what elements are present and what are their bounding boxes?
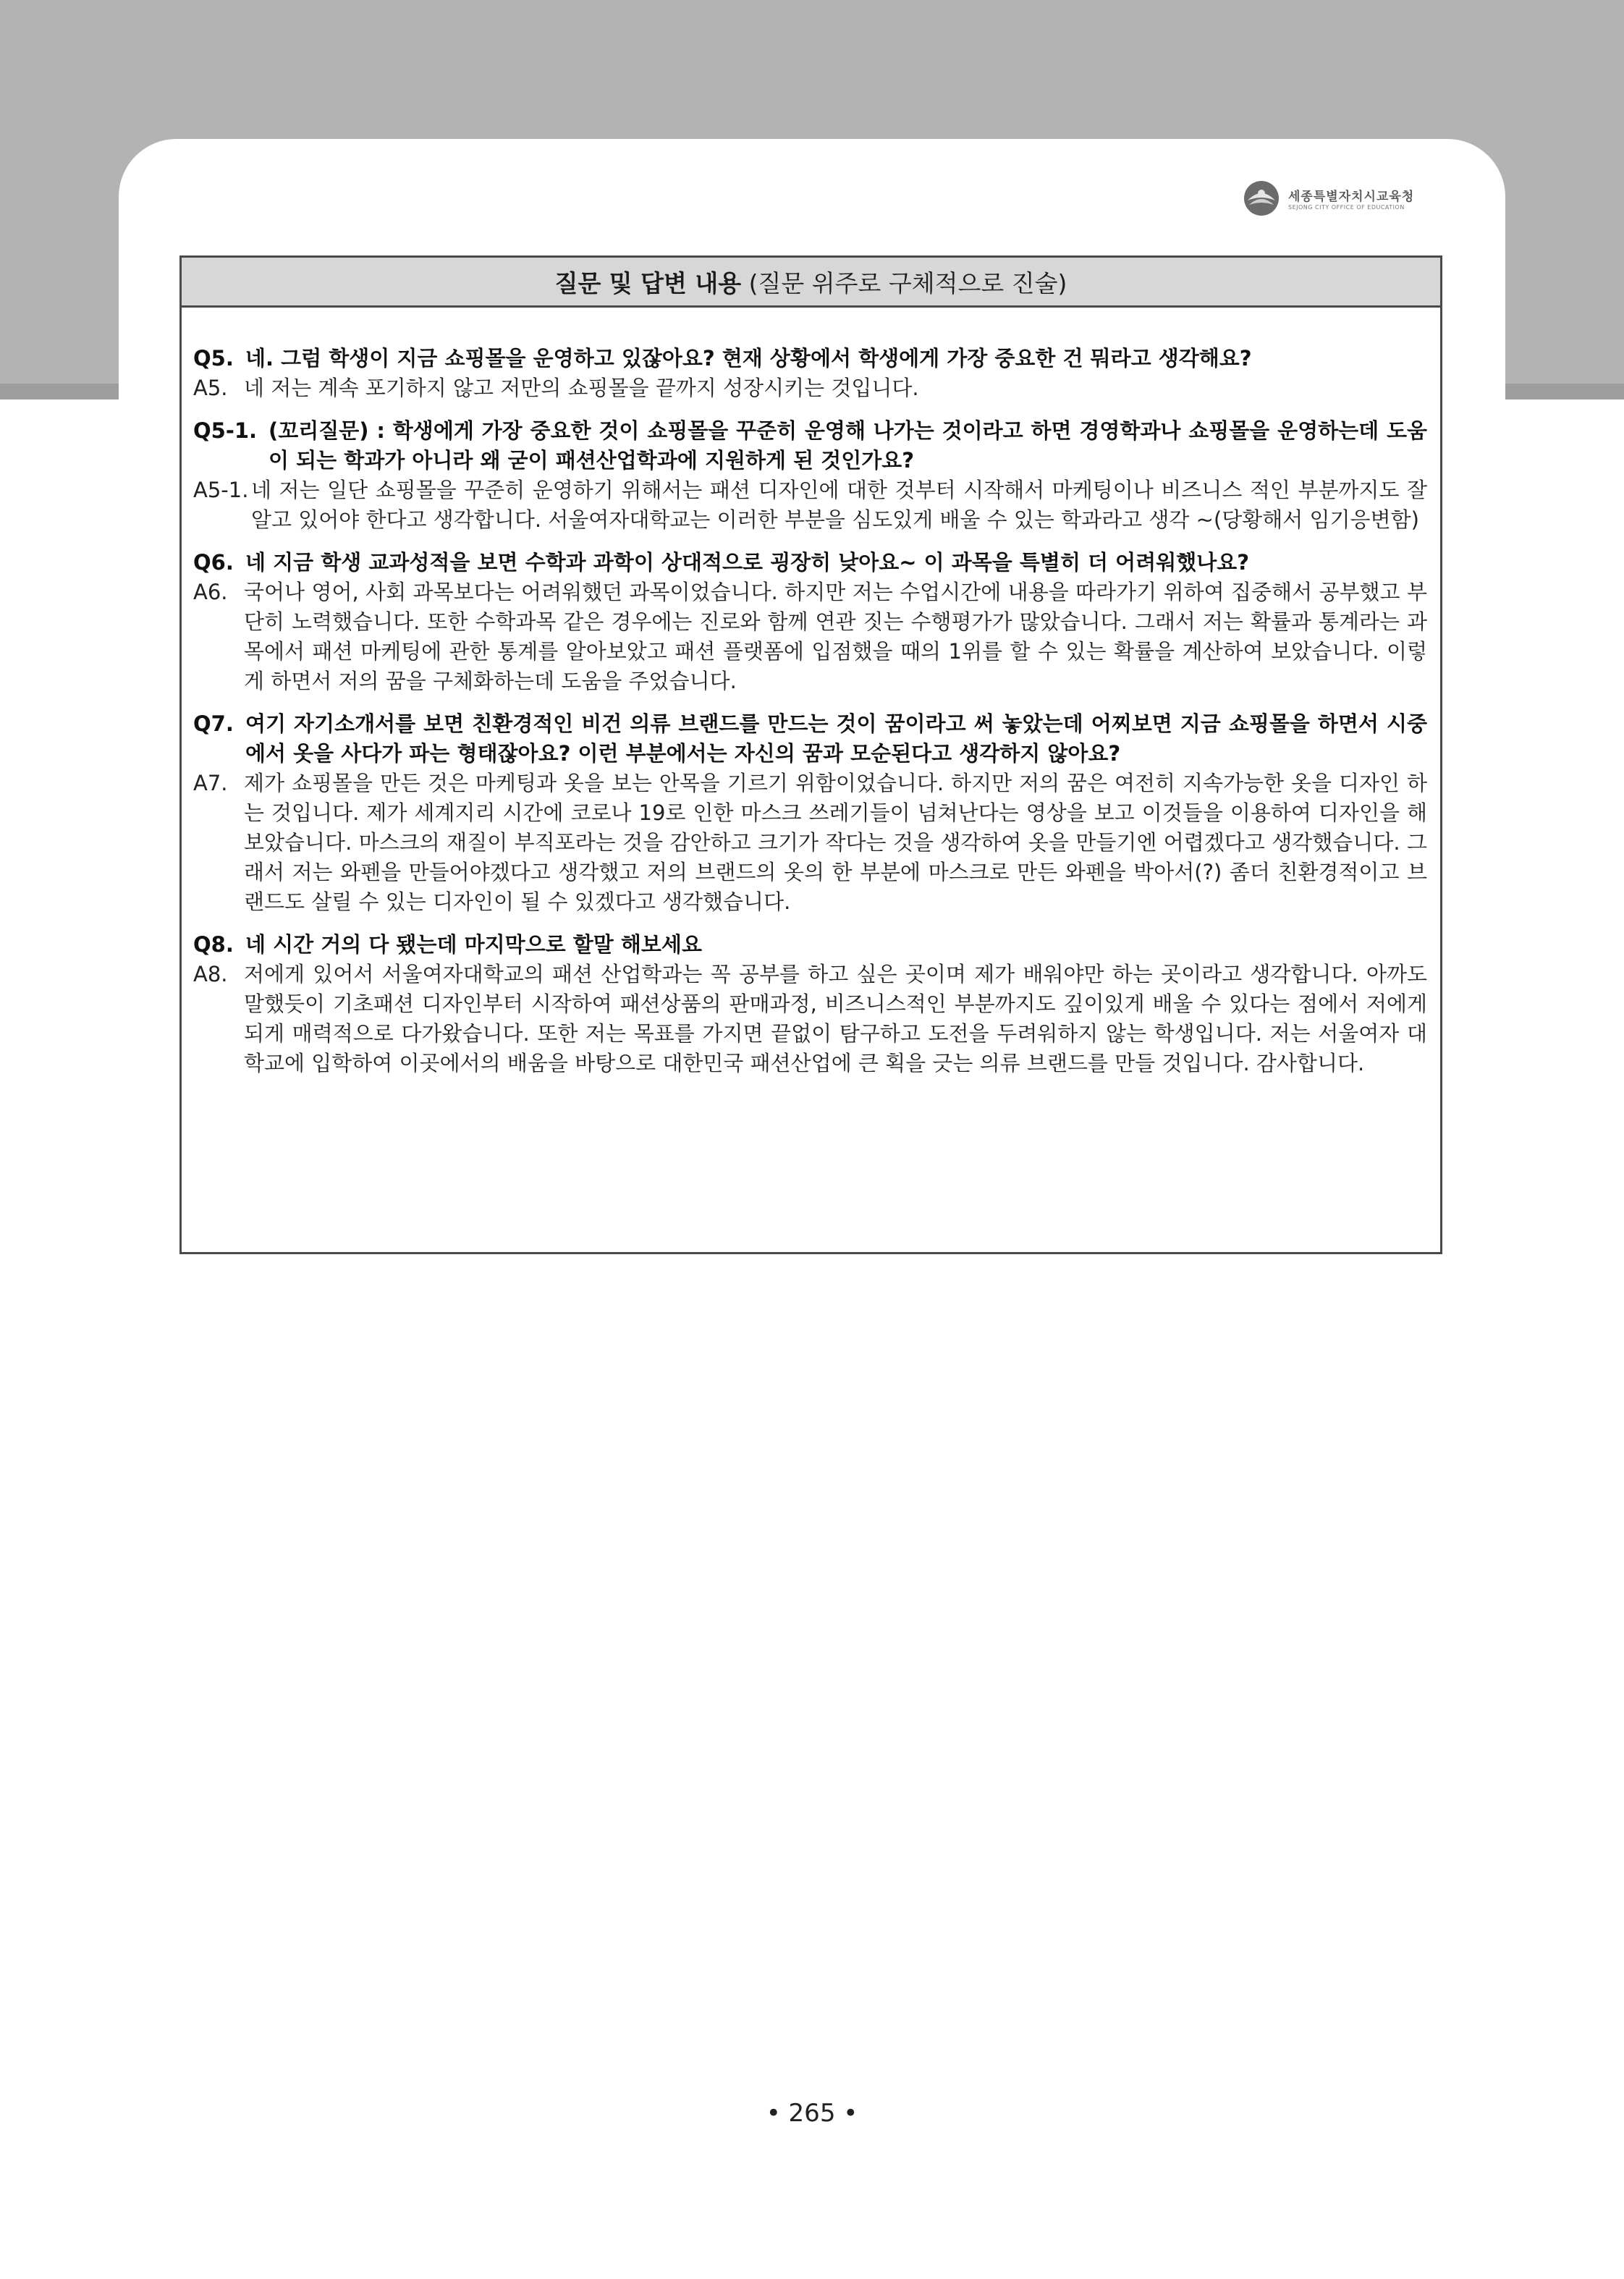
question-text: 네 시간 거의 다 됐는데 마지막으로 할말 해보세요 xyxy=(245,932,702,957)
answer-text: 제가 쇼핑몰을 만든 것은 마케팅과 옷을 보는 안목을 기르기 위함이었습니다. 하지만 저의 꿈은 여전히 지속가능한 옷을 디자인 하는 것입니다. 제가 세계지리 시간에 코로나 19로 인한 마스크 쓰레기들이 넘쳐난다는 영상을 보고 이것들을 이용하여 디자인을 해 보았습니다. 마스크의 재질이 부직포라는 것을 감안하고 크기가 작다는 것을 생각하여 옷을 만들기엔 어렵겠다고 생각했습니다. 그래서 저는 와펜을 만들어야겠다고 생각했고 저의 브랜드의 옷의 한 부분에 마스크로 만든 와펜을 박아서(?) 좀더 친환경적이고 브랜드도 살릴 수 있는 디자인이 될 수 있겠다고 생각했습니다. xyxy=(244,771,1427,914)
answer-text: 국어나 영어, 사회 과목보다는 어려워했던 과목이었습니다. 하지만 저는 수업시간에 내용을 따라가기 위하여 집중해서 공부했고 부단히 노력했습니다. 또한 수학과목 같은 경우에는 진로와 함께 연관 짓는 수행평가가 많았습니다. 그래서 저는 확률과 통계라는 과목에서 패션 마케팅에 관한 통계를 알아보았고 패션 플랫폼에 입점했을 때의 1위를 할 수 있는 확률을 계산하여 보았습니다. 이렇게 하면서 저의 꿈을 구체화하는데 도움을 주었습니다. xyxy=(244,580,1427,693)
qa-header-bold: 질문 및 답변 내용 xyxy=(554,269,742,297)
answer-label: A7. xyxy=(193,771,234,795)
header-stripe-right xyxy=(1505,384,1624,399)
question-q8 xyxy=(193,930,1427,960)
question-q5 xyxy=(193,344,1427,373)
question-text: (꼬리질문) : 학생에게 가장 중요한 것이 쇼핑몰을 꾸준히 운영해 나가는 것이라고 하면 경영학과나 쇼핑몰을 운영하는데 도움이 되는 학과가 아니라 왜 굳이 패션산업학과에 지원하게 된 것인가요? xyxy=(268,418,1427,473)
qa-box xyxy=(179,255,1442,1254)
qa-box-header xyxy=(182,258,1440,308)
question-q7 xyxy=(193,709,1427,769)
answer-a8 xyxy=(193,960,1427,1078)
qa-header-note: (질문 위주로 구체적으로 진술) xyxy=(741,269,1067,297)
logo-text xyxy=(1288,186,1414,211)
answer-a7 xyxy=(193,769,1427,917)
answer-label: A8. xyxy=(193,962,234,986)
sejong-emblem-icon xyxy=(1242,179,1281,218)
question-label: Q8. xyxy=(193,932,241,957)
answer-text: 네 저는 계속 포기하지 않고 저만의 쇼핑몰을 끝까지 성장시키는 것입니다. xyxy=(244,376,919,400)
answer-a5-1 xyxy=(193,475,1427,535)
logo xyxy=(1242,177,1463,220)
question-label: Q5-1. xyxy=(193,418,265,443)
question-q5-1 xyxy=(193,416,1427,475)
answer-text: 저에게 있어서 서울여자대학교의 패션 산업학과는 꼭 공부를 하고 싶은 곳이며 제가 배워야만 하는 곳이라고 생각합니다. 아까도 말했듯이 기초패션 디자인부터 시작하여 패션상품의 판매과정, 비즈니스적인 부분까지도 깊이있게 배울 수 있다는 점에서 저에게 되게 매력적으로 다가왔습니다. 또한 저는 목표를 가지면 끝없이 탐구하고 도전을 두려워하지 않는 학생입니다. 저는 서울여자 대학교에 입학하여 이곳에서의 배움을 바탕으로 대한민국 패션산업에 큰 획을 긋는 의류 브랜드를 만들 것입니다. 감사합니다. xyxy=(244,962,1427,1075)
question-text: 네. 그럼 학생이 지금 쇼핑몰을 운영하고 있잖아요? 현재 상황에서 학생에게 가장 중요한 건 뭐라고 생각해요? xyxy=(245,346,1252,371)
page-number: • 265 • xyxy=(766,2099,858,2128)
question-text: 여기 자기소개서를 보면 친환경적인 비건 의류 브랜드를 만드는 것이 꿈이라고 써 놓았는데 어찌보면 지금 쇼핑몰을 하면서 시중에서 옷을 사다가 파는 형태잖아요? 이런 부분에서는 자신의 꿈과 모순된다고 생각하지 않아요? xyxy=(245,711,1427,766)
header-stripe-left xyxy=(0,384,119,399)
answer-label: A5-1. xyxy=(193,478,255,502)
qa-body xyxy=(182,308,1440,1078)
logo-text-en: SEJONG CITY OFFICE OF EDUCATION xyxy=(1288,204,1405,211)
answer-a5 xyxy=(193,373,1427,403)
answer-text: 네 저는 일단 쇼핑몰을 꾸준히 운영하기 위해서는 패션 디자인에 대한 것부터 시작해서 마케팅이나 비즈니스 적인 부분까지도 잘 알고 있어야 한다고 생각합니다. 서울여자대학교는 이러한 부분을 심도있게 배울 수 있는 학과라고 생각 ~(당황해서 임기응변함) xyxy=(251,478,1427,532)
answer-a6 xyxy=(193,578,1427,696)
question-q6 xyxy=(193,548,1427,578)
question-text: 네 지금 학생 교과성적을 보면 수학과 과학이 상대적으로 굉장히 낮아요~ 이 과목을 특별히 더 어려워했나요? xyxy=(245,550,1250,575)
question-label: Q6. xyxy=(193,550,241,575)
logo-text-ko: 세종특별자치시교육청 xyxy=(1288,190,1415,204)
answer-label: A6. xyxy=(193,580,234,604)
question-label: Q7. xyxy=(193,711,241,736)
question-label: Q5. xyxy=(193,346,241,371)
answer-label: A5. xyxy=(193,376,234,400)
